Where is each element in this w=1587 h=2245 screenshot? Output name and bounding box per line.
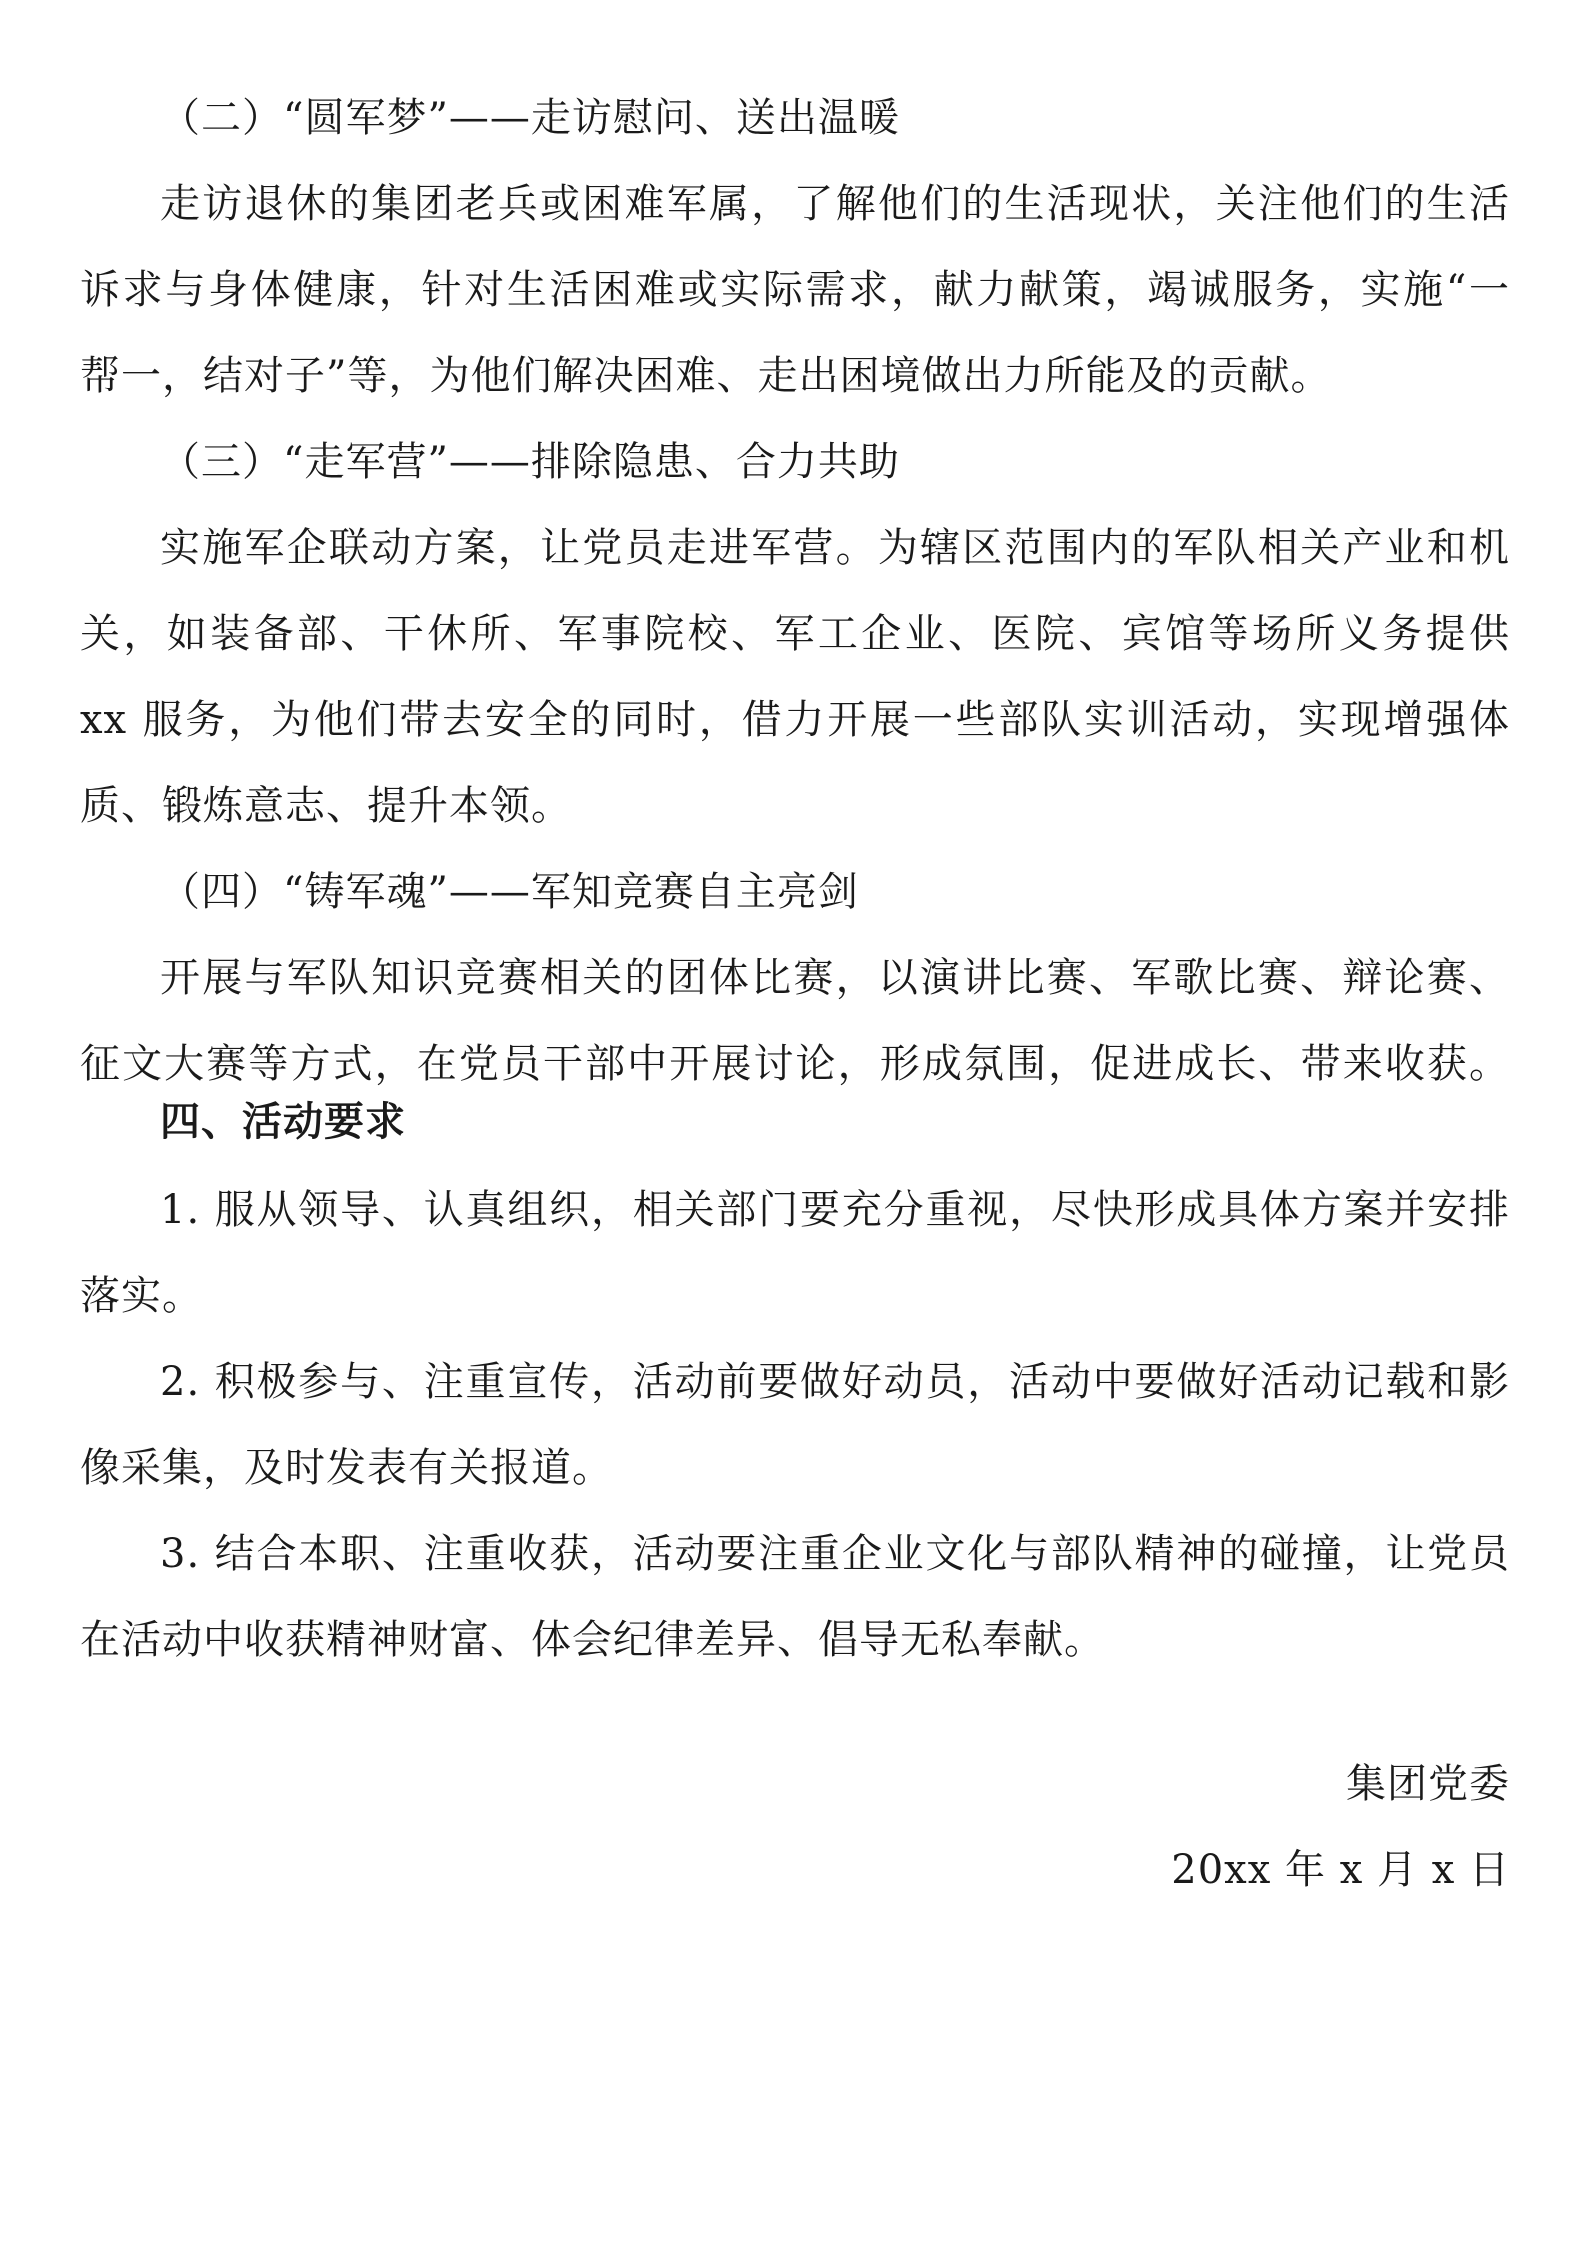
section-2-paragraph-line: 诉求与身体健康，针对生活困难或实际需求，献力献策，竭诚服务，实施“一 xyxy=(80,267,1510,313)
signature-date: 20xx 年 x 月 x 日 xyxy=(1171,1847,1510,1893)
section-4-subheading: （四）“铸军魂”——军知竞赛自主亮剑 xyxy=(160,869,859,915)
requirements-heading: 四、活动要求 xyxy=(160,1099,406,1145)
section-3-paragraph-line: 关，如装备部、干休所、军事院校、军工企业、医院、宾馆等场所义务提供 xyxy=(80,611,1510,657)
section-3-paragraph-line: 实施军企联动方案，让党员走进军营。为辖区范围内的军队相关产业和机 xyxy=(160,525,1510,571)
section-4-paragraph-line: 征文大赛等方式，在党员干部中开展讨论，形成氛围，促进成长、带来收获。 xyxy=(80,1041,1510,1087)
signature-organization: 集团党委 xyxy=(1346,1761,1510,1807)
section-3-paragraph-line: xx 服务，为他们带去安全的同时，借力开展一些部队实训活动，实现增强体 xyxy=(80,697,1510,743)
requirement-3-line: 3. 结合本职、注重收获，活动要注重企业文化与部队精神的碰撞，让党员 xyxy=(160,1531,1510,1577)
section-2-paragraph-line: 帮一，结对子”等，为他们解决困难、走出困境做出力所能及的贡献。 xyxy=(80,353,1332,399)
requirement-2-line: 像采集，及时发表有关报道。 xyxy=(80,1445,613,1491)
section-4-paragraph-line: 开展与军队知识竞赛相关的团体比赛，以演讲比赛、军歌比赛、辩论赛、 xyxy=(160,955,1510,1001)
section-3-paragraph-line: 质、锻炼意志、提升本领。 xyxy=(80,783,572,829)
requirement-1-line: 1. 服从领导、认真组织，相关部门要充分重视，尽快形成具体方案并安排 xyxy=(160,1187,1510,1233)
requirement-1-line: 落实。 xyxy=(80,1273,203,1319)
requirement-3-line: 在活动中收获精神财富、体会纪律差异、倡导无私奉献。 xyxy=(80,1617,1105,1663)
section-2-subheading: （二）“圆军梦”——走访慰问、送出温暖 xyxy=(160,95,900,141)
requirement-2-line: 2. 积极参与、注重宣传，活动前要做好动员，活动中要做好活动记载和影 xyxy=(160,1359,1510,1405)
section-3-subheading: （三）“走军营”——排除隐患、合力共助 xyxy=(160,439,900,485)
section-2-paragraph-line: 走访退休的集团老兵或困难军属，了解他们的生活现状，关注他们的生活 xyxy=(160,181,1510,227)
